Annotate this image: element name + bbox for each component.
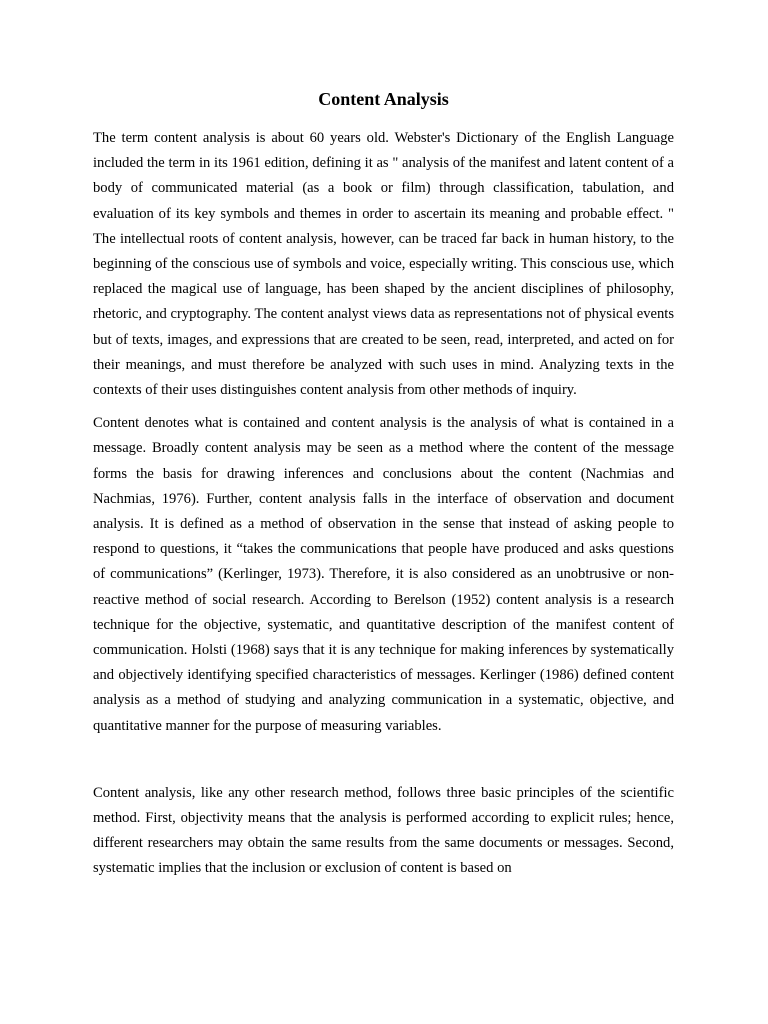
paragraph-2: Content denotes what is contained and content analysis is the analysis of what is contained in a message. Broadly content analysis may be seen as a method where the content of the message forms the basis for drawing inferences and conclusions about the content (Nachmias and Nachmias, 1976). Further, content analysis falls in the interface of observation and document analysis. It is defined as a method of observation in the sense that instead of asking people to respond to questions, it “takes the communications that people have produced and asks questions of communications” (Kerlinger, 1973). Therefore, it is also considered as an unobtrusive or non-reactive method of social research. According to Berelson (1952) content analysis is a research technique for the objective, systematic, and quantitative description of the manifest content of communication. Holsti (1968) says that it is any technique for making inferences by systematically and objectively identifying specified characteristics of messages. Kerlinger (1986) defined content analysis as a method of studying and analyzing communication in a systematic, objective, and quantitative manner for the purpose of measuring variables. <box>93 415 674 734</box>
paragraph-3: Content analysis, like any other research method, follows three basic principles of the scientific method. First, objectivity means that the analysis is performed according to explicit rules; hence, different researchers may obtain the same results from the same documents or messages. Second, systematic implies that the inclusion or exclusion of content is based on <box>93 784 674 877</box>
page-title: Content Analysis <box>318 89 449 109</box>
document-body <box>93 87 674 890</box>
paragraph-1: The term content analysis is about 60 years old. Webster's Dictionary of the English Language included the term in its 1961 edition, defining it as " analysis of the manifest and latent content of a body of communicated material (as a book or film) through classification, tabulation, and evaluation of its key symbols and themes in order to ascertain its meaning and probable effect. " The intellectual roots of content analysis, however, can be traced far back in human history, to the beginning of the conscious use of symbols and voice, especially writing. This conscious use, which replaced the magical use of language, has been shaped by the ancient disciplines of philosophy, rhetoric, and cryptography. The content analyst views data as representations not of physical events but of texts, images, and expressions that are created to be seen, read, interpreted, and acted on for their meanings, and must therefore be analyzed with such uses in mind. Analyzing texts in the contexts of their uses distinguishes content analysis from other methods of inquiry. <box>93 130 674 399</box>
